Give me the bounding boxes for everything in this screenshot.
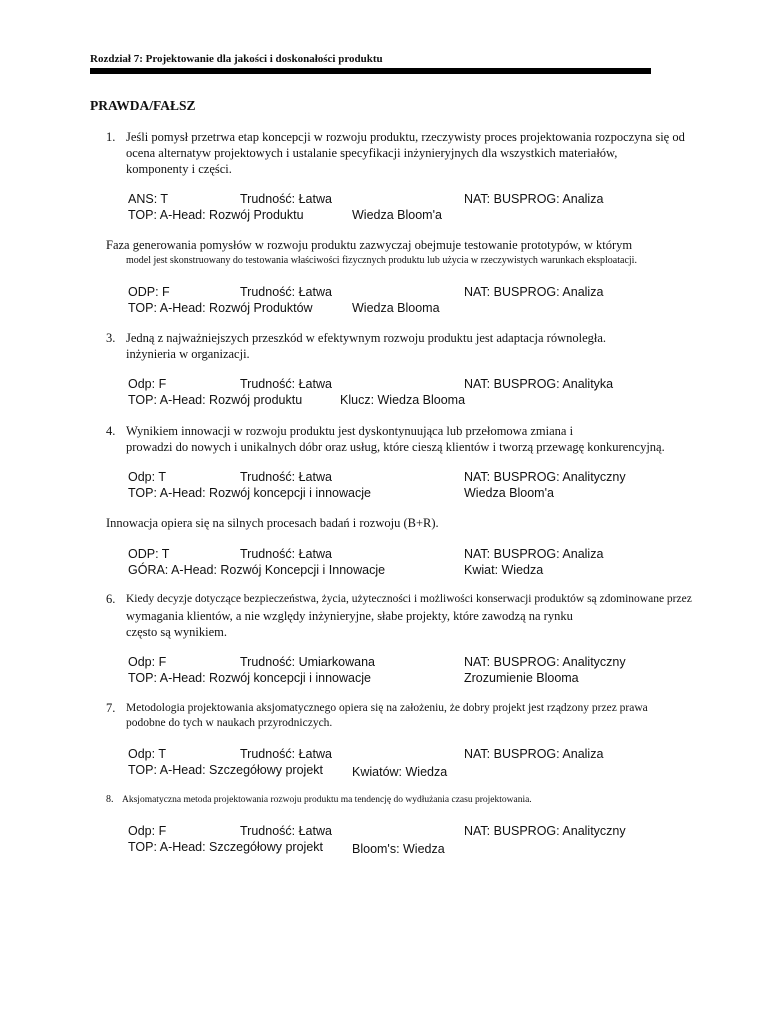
bloom-label: Zrozumienie Blooma — [464, 671, 579, 685]
question-text-line: Jeśli pomysł przetrwa etap koncepcji w rozwoju produktu, rzeczywisty proces projektowania rozpoczyna się od — [126, 130, 685, 144]
difficulty-label: Trudność: Łatwa — [240, 470, 332, 484]
difficulty-label: Trudność: Łatwa — [240, 824, 332, 838]
bloom-label: Kwiat: Wiedza — [464, 563, 544, 577]
question-text-line: model jest skonstruowany do testowania właściwości fizycznych produktu lub użycia w rzeczywistych warunkach eksploatacji. — [126, 255, 637, 266]
difficulty-label: Trudność: Łatwa — [240, 547, 332, 561]
difficulty-label: Trudność: Łatwa — [240, 377, 332, 391]
nat-label: NAT: BUSPROG: Analiza — [464, 747, 604, 761]
bloom-label: Kwiatów: Wiedza — [352, 765, 448, 779]
top-label: TOP: A-Head: Rozwój Produktów — [128, 301, 313, 315]
nat-label: NAT: BUSPROG: Analityczny — [464, 655, 626, 669]
answer-label: Odp: F — [128, 377, 167, 391]
bloom-label: Wiedza Bloom'a — [464, 486, 554, 500]
section-title: PRAWDA/FAŁSZ — [90, 98, 196, 113]
question-text-line: Faza generowania pomysłów w rozwoju produktu zazwyczaj obejmuje testowanie prototypów, w którym — [106, 238, 633, 252]
top-label: TOP: A-Head: Rozwój koncepcji i innowacje — [128, 671, 371, 685]
question-text-line: Wynikiem innowacji w rozwoju produktu jest dyskontynuująca lub przełomowa zmiana i — [126, 424, 574, 438]
top-label: TOP: A-Head: Rozwój Produktu — [128, 208, 304, 222]
question-number: 6. — [106, 592, 116, 606]
question-text-line: często są wynikiem. — [126, 625, 228, 639]
question-text-line: Jedną z najważniejszych przeszkód w efektywnym rozwoju produktu jest adaptacja równoległa. — [126, 331, 607, 345]
difficulty-label: Trudność: Łatwa — [240, 747, 332, 761]
answer-label: Odp: T — [128, 470, 166, 484]
top-label: TOP: A-Head: Szczegółowy projekt — [128, 840, 323, 854]
nat-label: NAT: BUSPROG: Analityczny — [464, 824, 626, 838]
question-text-line: Metodologia projektowania aksjomatycznego opiera się na założeniu, że dobry projekt jest rządzony przez prawa — [126, 702, 648, 714]
bloom-label: Bloom's: Wiedza — [352, 842, 445, 856]
question-number: 7. — [106, 701, 116, 715]
question-number: 4. — [106, 424, 116, 438]
question-text-line: wymagania klientów, a nie względy inżynieryjne, słabe projekty, które zawodzą na rynku — [126, 609, 573, 623]
question-text-line: Aksjomatyczna metoda projektowania rozwoju produktu ma tendencję do wydłużania czasu projektowania. — [122, 795, 532, 805]
question-text-line: komponenty i części. — [126, 162, 232, 176]
nat-label: NAT: BUSPROG: Analiza — [464, 285, 604, 299]
answer-label: ANS: T — [128, 192, 169, 206]
question-text-line: inżynieria w organizacji. — [126, 347, 250, 361]
nat-label: NAT: BUSPROG: Analityka — [464, 377, 614, 391]
question-text-line: prowadzi do nowych i unikalnych dóbr oraz usług, które cieszą klientów i tworzą przewagę konkurencyjną. — [126, 440, 665, 454]
nat-label: NAT: BUSPROG: Analityczny — [464, 470, 626, 484]
answer-label: ODP: F — [128, 285, 170, 299]
answer-label: Odp: F — [128, 824, 167, 838]
top-label: TOP: A-Head: Rozwój koncepcji i innowacje — [128, 486, 371, 500]
top-label: GÓRA: A-Head: Rozwój Koncepcji i Innowacje — [128, 563, 386, 577]
question-text-line: podobne do tych w naukach przyrodniczych. — [126, 717, 333, 729]
top-label: TOP: A-Head: Szczegółowy projekt — [128, 763, 323, 777]
nat-label: NAT: BUSPROG: Analiza — [464, 547, 604, 561]
question-text-line: Innowacja opiera się na silnych procesach badań i rozwoju (B+R). — [106, 516, 439, 530]
top-label: TOP: A-Head: Rozwój produktu — [128, 393, 303, 407]
difficulty-label: Trudność: Umiarkowana — [240, 655, 376, 669]
nat-label: NAT: BUSPROG: Analiza — [464, 192, 604, 206]
difficulty-label: Trudność: Łatwa — [240, 285, 332, 299]
answer-label: ODP: T — [128, 547, 170, 561]
chapter-title: Rozdział 7: Projektowanie dla jakości i doskonałości produktu — [90, 53, 383, 65]
question-number: 1. — [106, 130, 116, 144]
answer-label: Odp: F — [128, 655, 167, 669]
question-text-line: ocena alternatyw projektowych i ustalanie specyfikacji inżynieryjnych dla wszystkich materiałów, — [126, 146, 618, 160]
question-number: 3. — [106, 331, 116, 345]
answer-label: Odp: T — [128, 747, 166, 761]
bloom-label: Klucz: Wiedza Blooma — [340, 393, 466, 407]
question-number: 8. — [106, 794, 114, 805]
question-text-line: Kiedy decyzje dotyczące bezpieczeństwa, życia, użyteczności i możliwości konserwacji produktów są zdominowane przez — [126, 593, 692, 605]
bloom-label: Wiedza Bloom'a — [352, 208, 442, 222]
difficulty-label: Trudność: Łatwa — [240, 192, 332, 206]
bloom-label: Wiedza Blooma — [352, 301, 440, 315]
header-rule — [90, 68, 651, 74]
